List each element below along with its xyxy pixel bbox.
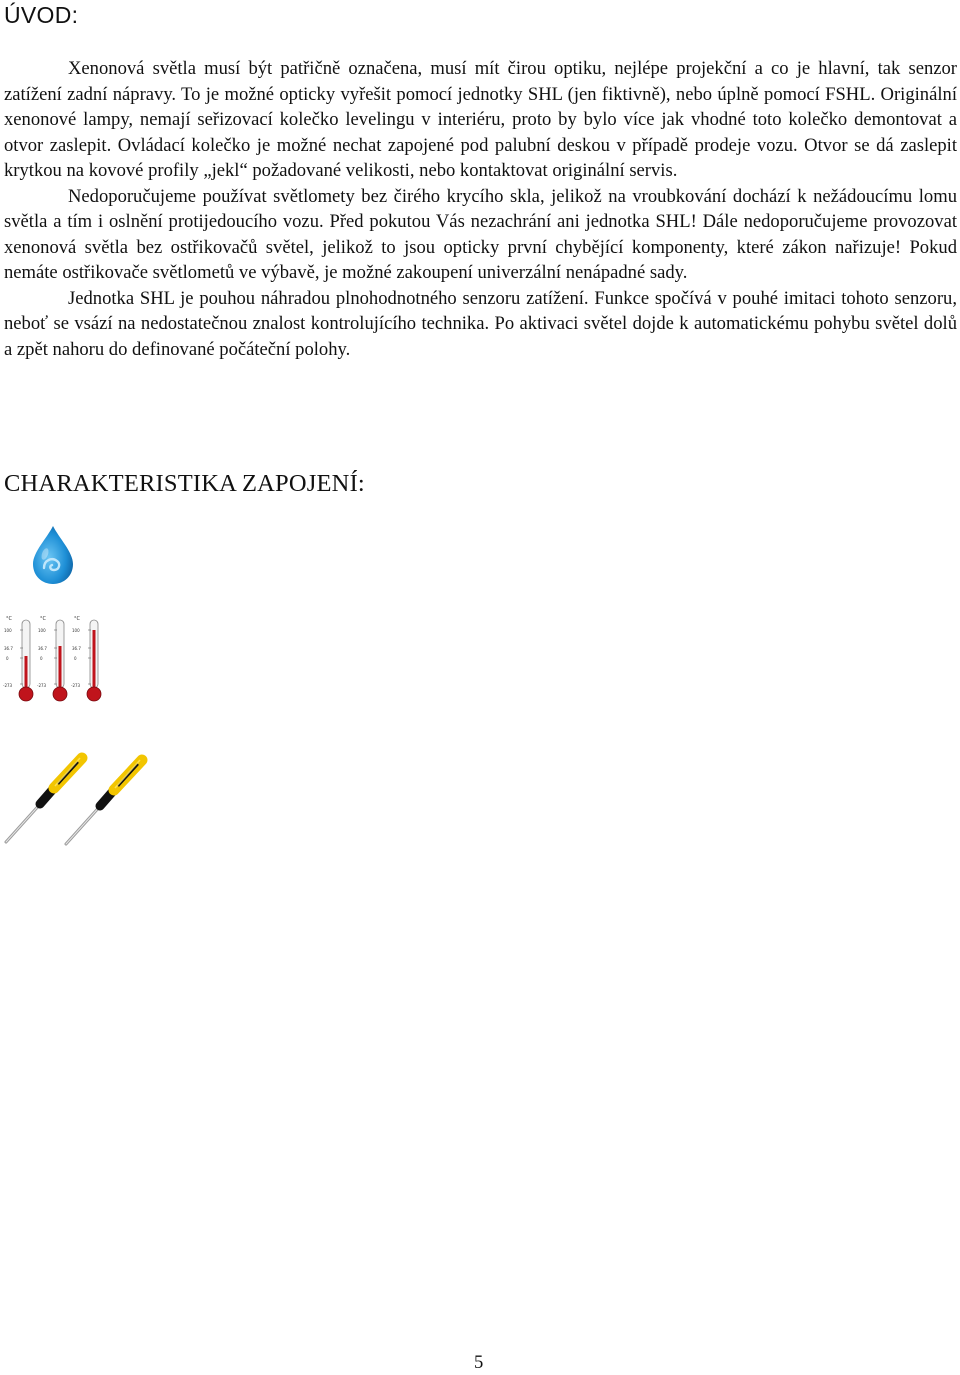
thermometer: [37, 616, 67, 701]
thermometer: [71, 616, 101, 701]
thermo-unit-label: °C: [40, 616, 46, 622]
section-heading: CHARAKTERISTIKA ZAPOJENÍ:: [4, 470, 365, 497]
thermo-tick-label: 36.7: [4, 646, 13, 651]
intro-text: [4, 56, 957, 362]
thermo-tick-label: 0: [74, 656, 77, 661]
screwdriver: [66, 760, 142, 844]
thermo-unit-label: °C: [74, 616, 80, 622]
thermo-tick-label: 36.7: [38, 646, 47, 651]
thermo-tick-label: 100: [4, 628, 12, 633]
thermo-tick-label: 100: [38, 628, 46, 633]
thermo-tick-label: 100: [72, 628, 80, 633]
thermo-unit-label: °C: [6, 616, 12, 622]
paragraph: Xenonová světla musí být patřičně označena, musí mít čirou optiku, nejlépe projekční a co je hlavní, tak senzor zatížení zadní nápravy. To je možné opticky vyřešit pomocí jednotky SHL (jen fiktivně), nebo úplně pomocí FSHL. Originální xenonové lampy, nemají seřizovací kolečko levelingu v interiéru, proto by bylo více jak vhodné toto kolečko demontovat a otvor zaslepit. Ovládací kolečko je možné nechat zapojené pod palubní deskou v případě prodeje vozu. Otvor se dá zaslepit krytkou na kovové profily „jekl“ požadované velikosti, nebo kontaktovat originální servis.: [4, 58, 957, 181]
thermometer-icon: [2, 612, 104, 704]
thermo-tick-label: 0: [40, 656, 43, 661]
paragraph: Jednotka SHL je pouhou náhradou plnohodnotného senzoru zatížení. Funkce spočívá v pouhé imitaci tohoto senzoru, neboť se vsází na nedostatečnou znalost kontrolujícího technika. Po aktivaci světel dojde k automatickému pohybu světel dolů a zpět nahoru do definované počáteční polohy.: [4, 287, 957, 360]
screwdriver: [6, 758, 82, 842]
thermo-tick-label: 36.7: [72, 646, 81, 651]
page-heading: ÚVOD:: [4, 2, 79, 28]
thermo-tick-label: 0: [6, 656, 9, 661]
thermo-tick-label: -273: [37, 683, 47, 688]
thermo-tick-label: -273: [71, 683, 81, 688]
screwdriver-icon: [0, 752, 160, 848]
page-number: 5: [474, 1352, 484, 1373]
paragraph: Nedoporučujeme používat světlomety bez čirého krycího skla, jelikož na vroubkování dochází k nežádoucímu lomu světla a tím i oslnění protijedoucího vozu. Před pokutou Vás nezachrání ani jednotka SHL! Dále nedoporučujeme provozovat xenonová světla bez ostřikovačů světel, jelikož to jsou opticky první chybějící komponenty, které zákon nařizuje! Pokud nemáte ostřikovače světlometů ve výbavě, je možné zakoupení univerzální nenápadné sady.: [4, 185, 957, 283]
water-drop-icon: [30, 524, 76, 586]
thermo-tick-label: -273: [3, 683, 13, 688]
thermometer: [3, 616, 33, 701]
